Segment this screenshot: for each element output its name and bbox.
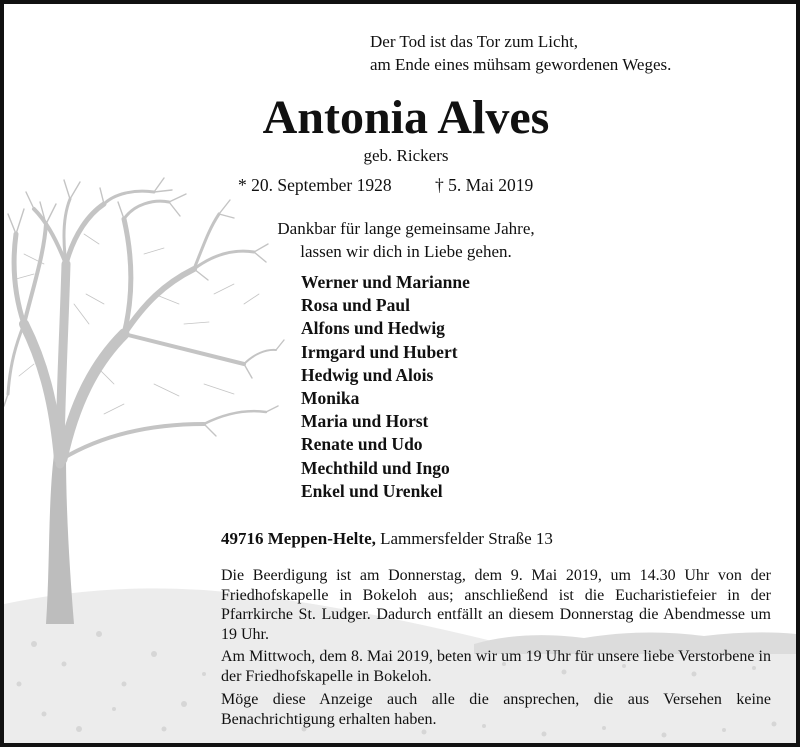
notice-paragraph: Möge diese Anzeige auch alle die ansprechen, die aus Versehen keine Benachrichtigung erhalten haben. xyxy=(221,691,771,728)
thanks-line: lassen wir dich in Liebe gehen. xyxy=(300,242,512,261)
birth-date: * 20. September 1928 xyxy=(238,175,392,195)
mourner-entry: Renate und Udo xyxy=(301,434,423,455)
motto-line: am Ende eines mühsam gewordenen Weges. xyxy=(370,55,672,74)
mourner-entry: Hedwig und Alois xyxy=(301,364,434,385)
motto-line: Der Tod ist das Tor zum Licht, xyxy=(370,32,579,51)
mourner-entry: Rosa und Paul xyxy=(301,295,410,316)
mourner-entry: Enkel und Urenkel xyxy=(301,480,443,501)
deceased-name: Antonia Alves xyxy=(262,91,550,144)
birth-name: geb. Rickers xyxy=(363,146,449,165)
death-date: † 5. Mai 2019 xyxy=(435,175,534,195)
mourners-list xyxy=(301,271,470,503)
mourner-entry: Monika xyxy=(301,388,360,409)
mourner-entry: Alfons und Hedwig xyxy=(301,318,445,339)
family-address xyxy=(221,529,553,549)
thanks-text xyxy=(4,217,796,263)
service-information xyxy=(221,566,771,732)
mourner-entry: Irmgard und Hubert xyxy=(301,341,458,362)
funeral-paragraph: Die Beerdigung ist am Donnerstag, dem 9. Mai 2019, um 14.30 Uhr von der Friedhofskapelle in Bokeloh aus; anschließend ist die Eucharistiefeier in der Pfarrkirche St. Ludger. Dadurch entfällt an diesem Donnerstag die Abendmesse um 19 Uhr. xyxy=(221,567,771,643)
address-street: Lammersfelder Straße 13 xyxy=(380,529,553,548)
prayer-paragraph: Am Mittwoch, dem 8. Mai 2019, beten wir um 19 Uhr für unsere liebe Verstorbene in der Friedhofskapelle in Bokeloh. xyxy=(221,648,771,685)
mourner-entry: Maria und Horst xyxy=(301,411,429,432)
mourner-entry: Werner und Marianne xyxy=(301,272,470,292)
thanks-line: Dankbar für lange gemeinsame Jahre, xyxy=(277,219,535,238)
motto xyxy=(370,30,770,76)
mourner-entry: Mechthild und Ingo xyxy=(301,457,450,478)
address-place: 49716 Meppen-Helte, xyxy=(221,529,376,548)
